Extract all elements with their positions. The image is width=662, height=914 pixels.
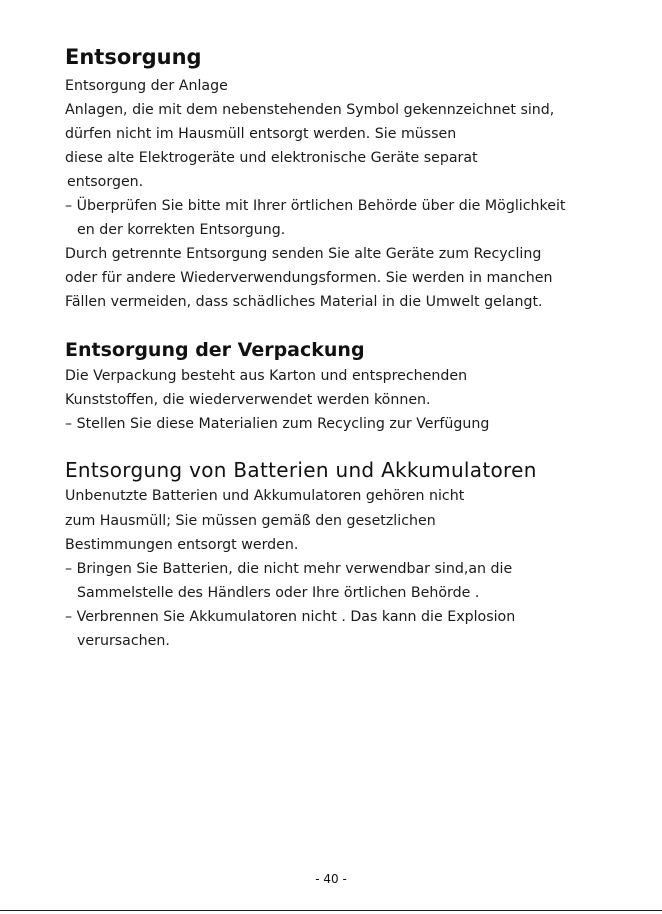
paragraph-line: Durch getrennte Entsorgung senden Sie alte Geräte zum Recycling bbox=[65, 246, 542, 262]
paragraph-line: dürfen nicht im Hausmüll entsorgt werden. Sie müssen bbox=[65, 126, 457, 142]
paragraph-line: diese alte Elektrogeräte und elektronische Geräte separat bbox=[65, 150, 478, 166]
bullet-continuation: Sammelstelle des Händlers oder Ihre örtlichen Behörde . bbox=[77, 585, 480, 601]
paragraph-line: oder für andere Wiederverwendungsformen. Sie werden in manchen bbox=[65, 270, 553, 286]
page-number: - 40 - bbox=[315, 872, 347, 886]
bullet-line: – Stellen Sie diese Materialien zum Recycling zur Verfügung bbox=[65, 416, 490, 432]
bullet-line: – Überprüfen Sie bitte mit Ihrer örtlichen Behörde über die Möglichkeit bbox=[65, 198, 566, 214]
section-title-verpackung: Entsorgung der Verpackung bbox=[65, 339, 365, 361]
paragraph-line: Fällen vermeiden, dass schädliches Material in die Umwelt gelangt. bbox=[65, 294, 543, 310]
bullet-continuation: verursachen. bbox=[77, 633, 170, 649]
section-title-entsorgung: Entsorgung bbox=[65, 45, 202, 69]
paragraph-line: Kunststoffen, die wiederverwendet werden können. bbox=[65, 392, 431, 408]
bullet-line: – Verbrennen Sie Akkumulatoren nicht . Das kann die Explosion bbox=[65, 609, 516, 625]
bullet-line: – Bringen Sie Batterien, die nicht mehr verwendbar sind,an die bbox=[65, 561, 513, 577]
bullet-continuation: en der korrekten Entsorgung. bbox=[77, 222, 286, 238]
paragraph-line: Unbenutzte Batterien und Akkumulatoren gehören nicht bbox=[65, 488, 465, 504]
paragraph-line: zum Hausmüll; Sie müssen gemäß den gesetzlichen bbox=[65, 513, 436, 529]
section-title-batterien: Entsorgung von Batterien und Akkumulatoren bbox=[65, 458, 537, 482]
bottom-divider bbox=[0, 910, 662, 911]
paragraph-line: Bestimmungen entsorgt werden. bbox=[65, 537, 299, 553]
paragraph-line: entsorgen. bbox=[67, 174, 144, 190]
paragraph-line: Entsorgung der Anlage bbox=[65, 78, 228, 94]
paragraph-line: Die Verpackung besteht aus Karton und entsprechenden bbox=[65, 368, 468, 384]
paragraph-line: Anlagen, die mit dem nebenstehenden Symbol gekennzeichnet sind, bbox=[65, 102, 555, 118]
